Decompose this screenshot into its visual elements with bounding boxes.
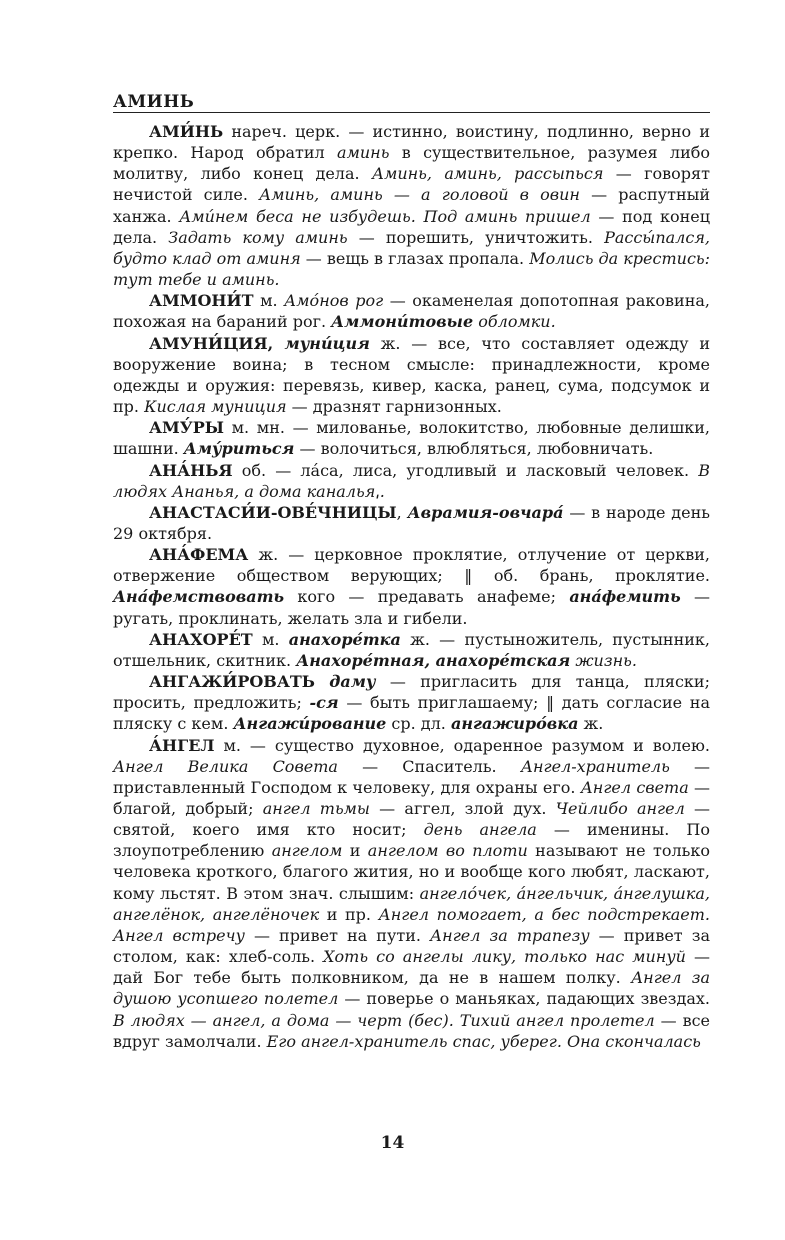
italic-text: Ангел помогает, а бес подстрекает. Ангел встречу xyxy=(113,904,711,945)
entry-text: м. xyxy=(252,629,289,649)
dictionary-entry xyxy=(113,333,710,418)
italic-text: Ангел Велика Совета xyxy=(113,756,338,776)
italic-text: Аминь, аминь — а головой в овин xyxy=(259,185,580,205)
entry-text: нареч. церк. — истинно, воистину, подлинно, верно и крепко. Народ обратил xyxy=(113,122,710,163)
dictionary-entry xyxy=(113,671,710,734)
headword: АНАСТАСИ́И-ОВЕ́ЧНИЦЫ xyxy=(149,502,397,522)
dictionary-entry xyxy=(113,735,710,1052)
entry-text: — приставленный Господом к человеку, для охраны его. xyxy=(113,756,711,797)
italic-text: Чейлибо ангел xyxy=(555,799,685,818)
entry-text: — привет за столом, как: хлеб-соль. xyxy=(113,925,711,967)
entry-text: — в народе день 29 октября. xyxy=(113,502,711,543)
entry-text: — порешить, уничтожить. xyxy=(347,227,605,247)
entry-text: называют не только человека кроткого, благого жития, но и вообще кого любят, ласкают, кому льстят. В этом знач. слышим: xyxy=(113,841,711,903)
running-head: АМИНЬ xyxy=(113,92,195,112)
entry-text: — Спаситель. xyxy=(337,756,521,776)
headword: АНА́НЬЯ xyxy=(149,460,233,480)
italic-text: ангело́чек, а́нгельчик, а́нгелушка, ангелёнок, ангелёночек xyxy=(113,883,711,924)
italic-text: Ангел-хранитель xyxy=(520,756,670,776)
italic-text: Ангел за душою усопшего полетел xyxy=(113,968,711,1009)
entry-text: — поверье о маньяках, падающих звездах. xyxy=(338,989,710,1009)
dictionary-entry xyxy=(113,417,710,459)
italic-text: В людях Ананья, а дома канальяˌ. xyxy=(113,460,710,501)
headword: АНА́ФЕМА xyxy=(149,545,249,565)
entry-text: — все вдруг замолчали. xyxy=(113,1010,711,1051)
italic-text: ангел тьмы xyxy=(262,799,370,818)
entry-text: — благой, добрый; xyxy=(113,777,711,818)
italic-text: Молись да крестись: тут тебе и аминь. xyxy=(113,248,711,290)
headword: АНАХОРЕ́Т xyxy=(149,629,253,649)
entry-text: — дай Бог тебе быть полковником, да не в нашем полку. xyxy=(113,947,711,988)
dictionary-entry xyxy=(113,121,710,290)
italic-text: аминь xyxy=(337,143,390,163)
dictionary-text xyxy=(113,121,710,1052)
entry-text: м. — существо духовное, одаренное разумом и волею. xyxy=(214,735,710,755)
italic-text: жизнь. xyxy=(575,650,637,670)
entry-text xyxy=(315,672,329,691)
entry-text: — под конец дела. xyxy=(113,206,711,247)
entry-text: м. xyxy=(253,291,285,311)
headword: АМУНИ́ЦИЯ, xyxy=(149,333,285,353)
italic-text: Задать кому аминь xyxy=(168,227,348,247)
italic-text: день ангела xyxy=(423,820,537,840)
italic-text: В людях — ангел, а дома — черт (бес). Тихий ангел пролетел xyxy=(113,1010,655,1030)
derived-word: анахоре́тка xyxy=(288,629,401,649)
entry-text: ж. — церковное проклятие, отлучение от церкви, отвержение обществом верующих; ‖ об. брань, проклятие. xyxy=(113,545,710,586)
italic-text: Ангел за трапезу xyxy=(430,925,590,945)
derived-word: Анахоре́тная, анахоре́тская xyxy=(296,650,571,670)
dictionary-entry xyxy=(113,502,710,544)
headword: АММОНИ́Т xyxy=(149,291,254,311)
dictionary-entry xyxy=(113,629,710,671)
dictionary-entry xyxy=(113,290,710,332)
entry-text: — аггел, злой дух. xyxy=(369,799,556,818)
italic-text: Аминь, аминь, рассыпься xyxy=(371,164,604,184)
entry-text: ср. дл. xyxy=(386,714,451,734)
derived-word: -ся xyxy=(309,693,339,713)
entry-text: об. — ла́са, лиса, угодливый и ласковый человек. xyxy=(232,460,699,480)
entry-text: — вещь в глазах пропала. xyxy=(300,248,530,268)
entry-text: — пригласить для танца, пляски; просить, предложить; xyxy=(113,672,710,713)
italic-text: Его ангел-хранитель спас, уберег. Она скончалась xyxy=(266,1031,701,1051)
italic-text: Ангел света xyxy=(580,777,689,797)
entry-text: — быть приглашаему; ‖ дать согласие на пляску с кем. xyxy=(113,693,711,734)
dictionary-entry xyxy=(113,460,710,502)
entry-text: — дразнят гарнизонных. xyxy=(286,397,502,417)
entry-text: ж. — пустыножитель, пустынник, отшельник, скитник. xyxy=(113,629,710,670)
entry-text: — окаменелая допотопная раковина, похожая на бараний рог. xyxy=(113,291,711,332)
headword: АМИ́НЬ xyxy=(149,122,224,141)
derived-word: Ана́фемствовать xyxy=(113,587,285,607)
entry-text: — привет на пути. xyxy=(244,925,431,945)
entry-text: , xyxy=(396,502,408,522)
italic-text: Рассы́пался, будто клад от аминя xyxy=(113,227,711,268)
italic-text: обломки. xyxy=(478,312,556,332)
headword: А́НГЕЛ xyxy=(149,735,215,755)
entry-text: — ругать, проклинать, желать зла и гибели. xyxy=(113,587,710,628)
page-number: 14 xyxy=(380,1133,405,1153)
italic-text: Амо́нов рог xyxy=(284,291,384,311)
entry-text: м. мн. — милованье, волокитство, любовные делишки, шашни. xyxy=(113,418,710,459)
italic-text: ангелом во плоти xyxy=(367,841,528,861)
entry-text: — говорят нечистой силе. xyxy=(113,164,710,205)
derived-word: ангажиро́вка xyxy=(450,714,579,734)
italic-text: ангелом xyxy=(271,841,343,861)
derived-word: муни́ция xyxy=(284,333,370,353)
entry-text: ж. xyxy=(578,714,604,734)
dictionary-entry xyxy=(113,544,710,629)
italic-text: Кислая муниция xyxy=(144,397,287,417)
italic-text: Хоть со ангелы лику, только нас минуй xyxy=(323,947,686,967)
entry-text: и xyxy=(342,841,368,861)
headword: АНГАЖИ́РОВАТЬ xyxy=(149,672,315,692)
derived-word: Ангажи́рование xyxy=(233,714,387,734)
derived-word: Аммони́товые xyxy=(331,312,474,332)
italic-text: Ами́нем беса не избудешь. Под аминь пришел xyxy=(179,206,591,226)
derived-word: Аврамия-овчара́ xyxy=(407,502,564,522)
entry-text: в существительное, разумея либо молитву, либо конец дела. xyxy=(113,143,711,184)
entry-text: и пр. xyxy=(319,904,379,924)
entry-text: ж. — все, что составляет одежду и вооружение воина; в тесном смысле: принадлежности, кроме одежды и оружия: перевязь, кивер, каска, ранец, сума, подсумок и пр. xyxy=(113,333,710,417)
derived-word: ана́фемить xyxy=(569,587,681,607)
derived-word: Аму́риться xyxy=(183,439,295,459)
entry-text: — святой, коего имя кто носит; xyxy=(113,799,711,840)
entry-text: кого — предавать анафеме; xyxy=(284,587,570,607)
entry-text: — именины. По злоупотреблению xyxy=(113,820,710,861)
header-rule xyxy=(113,112,710,113)
derived-word: даму xyxy=(329,672,376,692)
headword: АМУ́РЫ xyxy=(149,418,224,438)
entry-text: — волочиться, влюбляться, любовничать. xyxy=(294,439,654,459)
entry-text: — распутный ханжа. xyxy=(113,185,711,226)
